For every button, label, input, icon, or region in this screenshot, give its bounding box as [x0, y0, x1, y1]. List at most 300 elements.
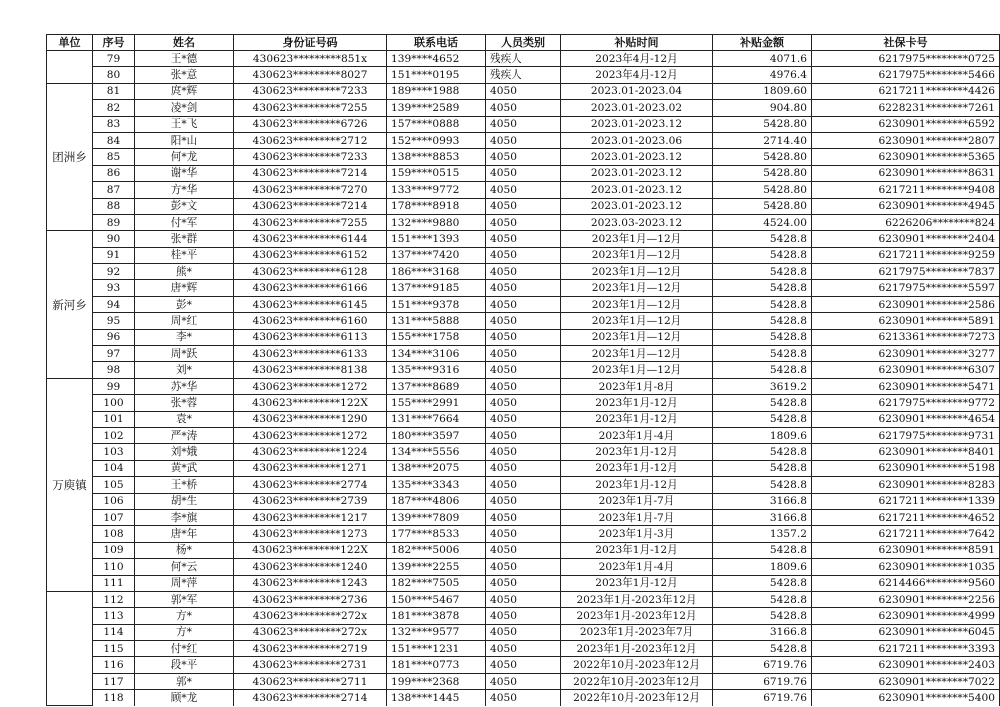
header-name: 姓名 [135, 35, 234, 51]
social-card-cell: 6217975********5466 [812, 67, 1000, 83]
name-cell: 彭* [135, 296, 234, 312]
category-cell: 4050 [486, 346, 561, 362]
name-cell: 刘*娥 [135, 444, 234, 460]
subsidy-table [46, 34, 1000, 706]
amount-cell: 6719.76 [713, 657, 812, 673]
amount-cell: 3166.8 [713, 509, 812, 525]
category-cell: 残疾人 [486, 67, 561, 83]
seq-cell: 106 [93, 493, 135, 509]
name-cell: 桂*平 [135, 247, 234, 263]
header-category: 人员类别 [486, 35, 561, 51]
id-number-cell: 430623*********6144 [234, 231, 387, 247]
table-row [47, 346, 1000, 362]
phone-cell: 178****8918 [387, 198, 486, 214]
category-cell: 4050 [486, 280, 561, 296]
id-number-cell: 430623*********6133 [234, 346, 387, 362]
social-card-cell: 6230901********5471 [812, 378, 1000, 394]
seq-cell: 115 [93, 641, 135, 657]
social-card-cell: 6230901********8591 [812, 542, 1000, 558]
social-card-cell: 6217211********9259 [812, 247, 1000, 263]
table-row [47, 132, 1000, 148]
social-card-cell: 6230901********4945 [812, 198, 1000, 214]
name-cell: 彭*文 [135, 198, 234, 214]
social-card-cell: 6230901********8283 [812, 477, 1000, 493]
table-row [47, 624, 1000, 640]
phone-cell: 135****3343 [387, 477, 486, 493]
period-cell: 2023.01-2023.04 [561, 83, 713, 99]
name-cell: 谢*华 [135, 165, 234, 181]
period-cell: 2023年1月-12月 [561, 477, 713, 493]
period-cell: 2023年1月-3月 [561, 526, 713, 542]
name-cell: 张*蓉 [135, 395, 234, 411]
table-row [47, 100, 1000, 116]
phone-cell: 181****0773 [387, 657, 486, 673]
id-number-cell: 430623*********1271 [234, 460, 387, 476]
table-row [47, 264, 1000, 280]
amount-cell: 5428.8 [713, 329, 812, 345]
id-number-cell: 430623*********7214 [234, 165, 387, 181]
amount-cell: 3619.2 [713, 378, 812, 394]
header-seq: 序号 [93, 35, 135, 51]
seq-cell: 89 [93, 214, 135, 230]
social-card-cell: 6230901********4654 [812, 411, 1000, 427]
amount-cell: 4071.6 [713, 51, 812, 67]
amount-cell: 5428.8 [713, 395, 812, 411]
amount-cell: 3166.8 [713, 493, 812, 509]
name-cell: 庹*辉 [135, 83, 234, 99]
social-card-cell: 6230901********4999 [812, 608, 1000, 624]
seq-cell: 87 [93, 182, 135, 198]
phone-cell: 133****9772 [387, 182, 486, 198]
amount-cell: 5428.80 [713, 182, 812, 198]
category-cell: 4050 [486, 509, 561, 525]
social-card-cell: 6230901********8401 [812, 444, 1000, 460]
category-cell: 4050 [486, 542, 561, 558]
seq-cell: 82 [93, 100, 135, 116]
seq-cell: 91 [93, 247, 135, 263]
table-row [47, 247, 1000, 263]
social-card-cell: 6230901********8631 [812, 165, 1000, 181]
table-row [47, 673, 1000, 689]
id-number-cell: 430623*********7214 [234, 198, 387, 214]
id-number-cell: 430623*********2714 [234, 690, 387, 706]
seq-cell: 98 [93, 362, 135, 378]
phone-cell: 182****7505 [387, 575, 486, 591]
social-card-cell: 6217975********5597 [812, 280, 1000, 296]
seq-cell: 99 [93, 378, 135, 394]
name-cell: 刘* [135, 362, 234, 378]
category-cell: 4050 [486, 641, 561, 657]
name-cell: 付*军 [135, 214, 234, 230]
phone-cell: 131****7664 [387, 411, 486, 427]
table-row [47, 395, 1000, 411]
phone-cell: 138****8853 [387, 149, 486, 165]
phone-cell: 152****0993 [387, 132, 486, 148]
name-cell: 周*红 [135, 313, 234, 329]
phone-cell: 132****9577 [387, 624, 486, 640]
phone-cell: 151****0195 [387, 67, 486, 83]
social-card-cell: 6217975********0725 [812, 51, 1000, 67]
amount-cell: 1809.6 [713, 427, 812, 443]
phone-cell: 134****5556 [387, 444, 486, 460]
social-card-cell: 6230901********7022 [812, 673, 1000, 689]
seq-cell: 85 [93, 149, 135, 165]
category-cell: 4050 [486, 624, 561, 640]
social-card-cell: 6230901********5365 [812, 149, 1000, 165]
header-id-number: 身份证号码 [234, 35, 387, 51]
category-cell: 4050 [486, 231, 561, 247]
header-row [47, 35, 1000, 51]
amount-cell: 5428.8 [713, 542, 812, 558]
name-cell: 段*平 [135, 657, 234, 673]
phone-cell: 135****9316 [387, 362, 486, 378]
category-cell: 4050 [486, 395, 561, 411]
name-cell: 方* [135, 624, 234, 640]
phone-cell: 151****1393 [387, 231, 486, 247]
unit-cell: 团洲乡 [47, 83, 93, 231]
social-card-cell: 6217211********4652 [812, 509, 1000, 525]
name-cell: 郭*军 [135, 591, 234, 607]
period-cell: 2023年1月—12月 [561, 280, 713, 296]
id-number-cell: 430623*********7233 [234, 149, 387, 165]
category-cell: 4050 [486, 214, 561, 230]
social-card-cell: 6230901********3277 [812, 346, 1000, 362]
social-card-cell: 6230901********5891 [812, 313, 1000, 329]
name-cell: 唐*辉 [135, 280, 234, 296]
category-cell: 4050 [486, 264, 561, 280]
seq-cell: 81 [93, 83, 135, 99]
seq-cell: 86 [93, 165, 135, 181]
period-cell: 2023.01-2023.12 [561, 149, 713, 165]
period-cell: 2023年1月-12月 [561, 395, 713, 411]
period-cell: 2023年1月-12月 [561, 460, 713, 476]
social-card-cell: 6230901********2586 [812, 296, 1000, 312]
period-cell: 2022年10月-2023年12月 [561, 657, 713, 673]
period-cell: 2023.01-2023.02 [561, 100, 713, 116]
social-card-cell: 6217211********4426 [812, 83, 1000, 99]
amount-cell: 3166.8 [713, 624, 812, 640]
phone-cell: 181****3878 [387, 608, 486, 624]
period-cell: 2023年1月-2023年12月 [561, 641, 713, 657]
period-cell: 2023年1月—12月 [561, 329, 713, 345]
name-cell: 郭* [135, 673, 234, 689]
amount-cell: 6719.76 [713, 673, 812, 689]
seq-cell: 88 [93, 198, 135, 214]
seq-cell: 110 [93, 559, 135, 575]
amount-cell: 4976.4 [713, 67, 812, 83]
category-cell: 4050 [486, 427, 561, 443]
seq-cell: 94 [93, 296, 135, 312]
seq-cell: 114 [93, 624, 135, 640]
phone-cell: 132****9880 [387, 214, 486, 230]
id-number-cell: 430623*********6166 [234, 280, 387, 296]
category-cell: 4050 [486, 132, 561, 148]
phone-cell: 150****5467 [387, 591, 486, 607]
table-row [47, 313, 1000, 329]
id-number-cell: 430623*********1217 [234, 509, 387, 525]
amount-cell: 5428.8 [713, 591, 812, 607]
amount-cell: 5428.80 [713, 198, 812, 214]
social-card-cell: 6230901********2404 [812, 231, 1000, 247]
social-card-cell: 6217211********9408 [812, 182, 1000, 198]
table-row [47, 657, 1000, 673]
amount-cell: 5428.8 [713, 444, 812, 460]
name-cell: 付*红 [135, 641, 234, 657]
phone-cell: 159****0515 [387, 165, 486, 181]
seq-cell: 80 [93, 67, 135, 83]
category-cell: 4050 [486, 657, 561, 673]
phone-cell: 138****2075 [387, 460, 486, 476]
seq-cell: 105 [93, 477, 135, 493]
name-cell: 凌*剑 [135, 100, 234, 116]
amount-cell: 5428.8 [713, 641, 812, 657]
phone-cell: 139****7809 [387, 509, 486, 525]
social-card-cell: 6228231********7261 [812, 100, 1000, 116]
social-card-cell: 6213361********7273 [812, 329, 1000, 345]
id-number-cell: 430623*********8138 [234, 362, 387, 378]
amount-cell: 5428.8 [713, 296, 812, 312]
period-cell: 2023年1月-8月 [561, 378, 713, 394]
seq-cell: 102 [93, 427, 135, 443]
amount-cell: 5428.8 [713, 264, 812, 280]
social-card-cell: 6230901********6592 [812, 116, 1000, 132]
amount-cell: 1809.6 [713, 559, 812, 575]
phone-cell: 139****4652 [387, 51, 486, 67]
table-row [47, 690, 1000, 706]
seq-cell: 113 [93, 608, 135, 624]
amount-cell: 5428.8 [713, 346, 812, 362]
category-cell: 4050 [486, 444, 561, 460]
id-number-cell: 430623*********1290 [234, 411, 387, 427]
table-row [47, 329, 1000, 345]
category-cell: 4050 [486, 411, 561, 427]
name-cell: 熊* [135, 264, 234, 280]
id-number-cell: 430623*********1224 [234, 444, 387, 460]
amount-cell: 5428.8 [713, 575, 812, 591]
phone-cell: 182****5006 [387, 542, 486, 558]
period-cell: 2022年10月-2023年12月 [561, 690, 713, 706]
amount-cell: 6719.76 [713, 690, 812, 706]
name-cell: 唐*年 [135, 526, 234, 542]
category-cell: 4050 [486, 362, 561, 378]
id-number-cell: 430623*********1243 [234, 575, 387, 591]
id-number-cell: 430623*********7233 [234, 83, 387, 99]
phone-cell: 199****2368 [387, 673, 486, 689]
period-cell: 2023年1月-12月 [561, 411, 713, 427]
seq-cell: 111 [93, 575, 135, 591]
name-cell: 方*华 [135, 182, 234, 198]
category-cell: 4050 [486, 198, 561, 214]
seq-cell: 90 [93, 231, 135, 247]
period-cell: 2023年1月—12月 [561, 264, 713, 280]
period-cell: 2023.01-2023.12 [561, 198, 713, 214]
name-cell: 苏*华 [135, 378, 234, 394]
seq-cell: 109 [93, 542, 135, 558]
header-unit: 单位 [47, 35, 93, 51]
id-number-cell: 430623*********2774 [234, 477, 387, 493]
id-number-cell: 430623*********2719 [234, 641, 387, 657]
name-cell: 张*群 [135, 231, 234, 247]
social-card-cell: 6230901********2807 [812, 132, 1000, 148]
period-cell: 2023.01-2023.12 [561, 182, 713, 198]
amount-cell: 4524.00 [713, 214, 812, 230]
seq-cell: 101 [93, 411, 135, 427]
phone-cell: 155****2991 [387, 395, 486, 411]
social-card-cell: 6230901********2256 [812, 591, 1000, 607]
header-social-card: 社保卡号 [812, 35, 1000, 51]
phone-cell: 180****3597 [387, 427, 486, 443]
id-number-cell: 430623*********1272 [234, 427, 387, 443]
social-card-cell: 6230901********1035 [812, 559, 1000, 575]
id-number-cell: 430623*********1240 [234, 559, 387, 575]
phone-cell: 189****1988 [387, 83, 486, 99]
seq-cell: 118 [93, 690, 135, 706]
category-cell: 4050 [486, 165, 561, 181]
name-cell: 何*云 [135, 559, 234, 575]
seq-cell: 92 [93, 264, 135, 280]
period-cell: 2023年1月—12月 [561, 346, 713, 362]
table-row [47, 559, 1000, 575]
period-cell: 2023年1月-12月 [561, 542, 713, 558]
name-cell: 张*意 [135, 67, 234, 83]
category-cell: 4050 [486, 378, 561, 394]
period-cell: 2022年10月-2023年12月 [561, 673, 713, 689]
period-cell: 2023年4月-12月 [561, 51, 713, 67]
amount-cell: 5428.8 [713, 247, 812, 263]
period-cell: 2023年1月-12月 [561, 444, 713, 460]
id-number-cell: 430623*********6726 [234, 116, 387, 132]
category-cell: 4050 [486, 559, 561, 575]
category-cell: 4050 [486, 493, 561, 509]
category-cell: 4050 [486, 690, 561, 706]
seq-cell: 112 [93, 591, 135, 607]
id-number-cell: 430623*********6160 [234, 313, 387, 329]
id-number-cell: 430623*********6145 [234, 296, 387, 312]
phone-cell: 186****3168 [387, 264, 486, 280]
id-number-cell: 430623*********2712 [234, 132, 387, 148]
category-cell: 4050 [486, 329, 561, 345]
social-card-cell: 6217211********1339 [812, 493, 1000, 509]
category-cell: 4050 [486, 149, 561, 165]
period-cell: 2023年1月-12月 [561, 575, 713, 591]
name-cell: 顾*龙 [135, 690, 234, 706]
period-cell: 2023.03-2023.12 [561, 214, 713, 230]
id-number-cell: 430623*********1272 [234, 378, 387, 394]
phone-cell: 151****1231 [387, 641, 486, 657]
seq-cell: 100 [93, 395, 135, 411]
social-card-cell: 6226206********824 [812, 214, 1000, 230]
category-cell: 4050 [486, 296, 561, 312]
period-cell: 2023.01-2023.12 [561, 165, 713, 181]
amount-cell: 5428.8 [713, 477, 812, 493]
table-row [47, 149, 1000, 165]
period-cell: 2023年1月-2023年12月 [561, 591, 713, 607]
id-number-cell: 430623*********7255 [234, 214, 387, 230]
id-number-cell: 430623*********272x [234, 608, 387, 624]
unit-cell: 新河乡 [47, 231, 93, 379]
table-row [47, 575, 1000, 591]
period-cell: 2023年1月—12月 [561, 362, 713, 378]
name-cell: 何*龙 [135, 149, 234, 165]
category-cell: 4050 [486, 526, 561, 542]
social-card-cell: 6230901********5198 [812, 460, 1000, 476]
amount-cell: 5428.8 [713, 231, 812, 247]
id-number-cell: 430623*********7270 [234, 182, 387, 198]
amount-cell: 5428.8 [713, 411, 812, 427]
name-cell: 方* [135, 608, 234, 624]
table-row [47, 493, 1000, 509]
unit-cell [47, 591, 93, 705]
phone-cell: 137****8689 [387, 378, 486, 394]
category-cell: 残疾人 [486, 51, 561, 67]
table-body [47, 51, 1000, 706]
table-row [47, 182, 1000, 198]
name-cell: 王*桥 [135, 477, 234, 493]
amount-cell: 1357.2 [713, 526, 812, 542]
name-cell: 杨* [135, 542, 234, 558]
name-cell: 袁* [135, 411, 234, 427]
amount-cell: 904.80 [713, 100, 812, 116]
name-cell: 周*跃 [135, 346, 234, 362]
seq-cell: 108 [93, 526, 135, 542]
seq-cell: 84 [93, 132, 135, 148]
table-row [47, 280, 1000, 296]
name-cell: 阳*山 [135, 132, 234, 148]
amount-cell: 5428.8 [713, 608, 812, 624]
period-cell: 2023.01-2023.06 [561, 132, 713, 148]
period-cell: 2023年1月—12月 [561, 247, 713, 263]
amount-cell: 5428.8 [713, 313, 812, 329]
phone-cell: 138****1445 [387, 690, 486, 706]
phone-cell: 177****8533 [387, 526, 486, 542]
period-cell: 2023年1月-4月 [561, 559, 713, 575]
table-row [47, 83, 1000, 99]
seq-cell: 97 [93, 346, 135, 362]
period-cell: 2023年1月—12月 [561, 313, 713, 329]
phone-cell: 155****1758 [387, 329, 486, 345]
seq-cell: 116 [93, 657, 135, 673]
social-card-cell: 6217211********7642 [812, 526, 1000, 542]
category-cell: 4050 [486, 591, 561, 607]
name-cell: 李*旗 [135, 509, 234, 525]
amount-cell: 2714.40 [713, 132, 812, 148]
table-row [47, 198, 1000, 214]
id-number-cell: 430623*********6128 [234, 264, 387, 280]
amount-cell: 5428.80 [713, 116, 812, 132]
table-row [47, 51, 1000, 67]
amount-cell: 5428.8 [713, 280, 812, 296]
category-cell: 4050 [486, 313, 561, 329]
period-cell: 2023年4月-12月 [561, 67, 713, 83]
id-number-cell: 430623*********851x [234, 51, 387, 67]
category-cell: 4050 [486, 575, 561, 591]
period-cell: 2023年1月-2023年7月 [561, 624, 713, 640]
period-cell: 2023年1月—12月 [561, 296, 713, 312]
id-number-cell: 430623*********122X [234, 542, 387, 558]
name-cell: 李* [135, 329, 234, 345]
period-cell: 2023.01-2023.12 [561, 116, 713, 132]
table-row [47, 362, 1000, 378]
phone-cell: 139****2589 [387, 100, 486, 116]
id-number-cell: 430623*********8027 [234, 67, 387, 83]
period-cell: 2023年1月-7月 [561, 493, 713, 509]
phone-cell: 151****9378 [387, 296, 486, 312]
period-cell: 2023年1月-4月 [561, 427, 713, 443]
amount-cell: 5428.80 [713, 149, 812, 165]
category-cell: 4050 [486, 100, 561, 116]
table-row [47, 411, 1000, 427]
table-row [47, 509, 1000, 525]
